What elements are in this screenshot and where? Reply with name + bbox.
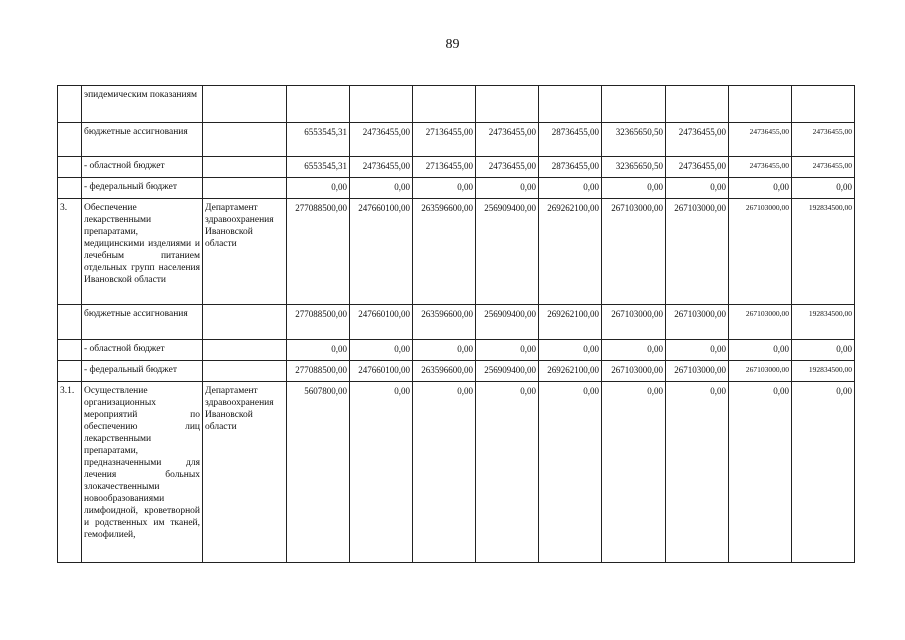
value-cell: 24736455,00 xyxy=(476,123,539,157)
row-name: - федеральный бюджет xyxy=(82,361,203,382)
value-cell: 0,00 xyxy=(413,340,476,361)
value-cell: 0,00 xyxy=(729,382,792,563)
value-cell: 269262100,00 xyxy=(539,199,602,305)
value-cell xyxy=(666,86,729,123)
table-row xyxy=(58,123,855,157)
value-cell: 267103000,00 xyxy=(729,361,792,382)
row-index xyxy=(58,123,82,157)
value-cell xyxy=(729,86,792,123)
value-cell: 267103000,00 xyxy=(602,361,666,382)
value-cell: 247660100,00 xyxy=(350,199,413,305)
value-cell: 0,00 xyxy=(729,178,792,199)
page-number: 89 xyxy=(445,37,460,52)
value-cell: 247660100,00 xyxy=(350,305,413,340)
value-cell: 24736455,00 xyxy=(792,123,855,157)
value-cell: 263596600,00 xyxy=(413,361,476,382)
value-cell: 267103000,00 xyxy=(666,199,729,305)
value-cell: 256909400,00 xyxy=(476,305,539,340)
value-cell: 277088500,00 xyxy=(287,361,350,382)
value-cell: 6553545,31 xyxy=(287,123,350,157)
value-cell: 32365650,50 xyxy=(602,157,666,178)
row-index: 3. xyxy=(58,199,82,305)
value-cell: 267103000,00 xyxy=(666,305,729,340)
row-name: Обеспечение лекарственными препаратами, медицинскими изделиями и лечебным питанием отдельных групп населения Ивановской области xyxy=(82,199,203,305)
budget-table xyxy=(57,85,855,563)
row-index xyxy=(58,340,82,361)
value-cell: 0,00 xyxy=(413,178,476,199)
value-cell: 0,00 xyxy=(476,178,539,199)
value-cell: 24736455,00 xyxy=(350,157,413,178)
row-executor: Департамент здравоохранения Ивановской области xyxy=(203,382,287,563)
value-cell: 0,00 xyxy=(476,340,539,361)
value-cell: 24736455,00 xyxy=(666,123,729,157)
value-cell: 256909400,00 xyxy=(476,199,539,305)
value-cell: 269262100,00 xyxy=(539,305,602,340)
value-cell: 24736455,00 xyxy=(729,123,792,157)
value-cell: 192834500,00 xyxy=(792,305,855,340)
row-name: бюджетные ассигнования xyxy=(82,123,203,157)
row-executor xyxy=(203,361,287,382)
row-name: Осуществление организационных мероприятий по обеспечению лиц лекарственными препаратами, предназначенными для лечения больных злокачественными новообразованиями лимфоидной, кроветворной и родственных им тканей, гемофилией, xyxy=(82,382,203,563)
row-name: - федеральный бюджет xyxy=(82,178,203,199)
value-cell: 0,00 xyxy=(287,178,350,199)
value-cell: 28736455,00 xyxy=(539,157,602,178)
value-cell: 0,00 xyxy=(539,340,602,361)
value-cell xyxy=(350,86,413,123)
value-cell: 267103000,00 xyxy=(602,305,666,340)
row-index: 3.1. xyxy=(58,382,82,563)
value-cell: 277088500,00 xyxy=(287,305,350,340)
row-executor: Департамент здравоохранения Ивановской области xyxy=(203,199,287,305)
value-cell: 192834500,00 xyxy=(792,361,855,382)
value-cell: 28736455,00 xyxy=(539,123,602,157)
value-cell xyxy=(539,86,602,123)
value-cell: 24736455,00 xyxy=(476,157,539,178)
table-row xyxy=(58,178,855,199)
value-cell xyxy=(287,86,350,123)
value-cell: 263596600,00 xyxy=(413,305,476,340)
value-cell: 277088500,00 xyxy=(287,199,350,305)
row-index xyxy=(58,305,82,340)
value-cell xyxy=(413,86,476,123)
value-cell: 267103000,00 xyxy=(602,199,666,305)
row-executor xyxy=(203,340,287,361)
row-name: эпидемическим показаниям xyxy=(82,86,203,123)
table-row xyxy=(58,382,855,563)
value-cell: 32365650,50 xyxy=(602,123,666,157)
value-cell xyxy=(602,86,666,123)
table-row xyxy=(58,199,855,305)
value-cell: 0,00 xyxy=(350,178,413,199)
value-cell: 0,00 xyxy=(413,382,476,563)
row-name: - областной бюджет xyxy=(82,340,203,361)
value-cell: 0,00 xyxy=(792,382,855,563)
table-row xyxy=(58,361,855,382)
value-cell: 27136455,00 xyxy=(413,157,476,178)
value-cell: 0,00 xyxy=(539,178,602,199)
value-cell: 24736455,00 xyxy=(666,157,729,178)
table-row xyxy=(58,340,855,361)
value-cell: 24736455,00 xyxy=(350,123,413,157)
value-cell: 247660100,00 xyxy=(350,361,413,382)
value-cell: 0,00 xyxy=(792,178,855,199)
row-index xyxy=(58,178,82,199)
table-row xyxy=(58,157,855,178)
row-index xyxy=(58,361,82,382)
value-cell: 0,00 xyxy=(729,340,792,361)
value-cell: 269262100,00 xyxy=(539,361,602,382)
value-cell: 267103000,00 xyxy=(729,199,792,305)
value-cell: 0,00 xyxy=(666,178,729,199)
value-cell: 0,00 xyxy=(350,382,413,563)
value-cell: 0,00 xyxy=(350,340,413,361)
value-cell xyxy=(792,86,855,123)
value-cell: 0,00 xyxy=(539,382,602,563)
value-cell: 0,00 xyxy=(666,382,729,563)
value-cell: 256909400,00 xyxy=(476,361,539,382)
value-cell: 0,00 xyxy=(602,340,666,361)
value-cell: 267103000,00 xyxy=(729,305,792,340)
value-cell: 24736455,00 xyxy=(792,157,855,178)
table-row xyxy=(58,86,855,123)
value-cell: 24736455,00 xyxy=(729,157,792,178)
row-executor xyxy=(203,178,287,199)
value-cell: 0,00 xyxy=(287,340,350,361)
value-cell: 263596600,00 xyxy=(413,199,476,305)
value-cell: 0,00 xyxy=(476,382,539,563)
value-cell: 0,00 xyxy=(792,340,855,361)
value-cell: 267103000,00 xyxy=(666,361,729,382)
value-cell: 6553545,31 xyxy=(287,157,350,178)
value-cell: 5607800,00 xyxy=(287,382,350,563)
value-cell: 27136455,00 xyxy=(413,123,476,157)
row-index xyxy=(58,86,82,123)
value-cell: 0,00 xyxy=(602,382,666,563)
value-cell: 192834500,00 xyxy=(792,199,855,305)
value-cell: 0,00 xyxy=(666,340,729,361)
row-executor xyxy=(203,86,287,123)
row-executor xyxy=(203,305,287,340)
row-name: бюджетные ассигнования xyxy=(82,305,203,340)
row-index xyxy=(58,157,82,178)
row-executor xyxy=(203,123,287,157)
value-cell: 0,00 xyxy=(602,178,666,199)
row-name: - областной бюджет xyxy=(82,157,203,178)
value-cell xyxy=(476,86,539,123)
table-row xyxy=(58,305,855,340)
row-executor xyxy=(203,157,287,178)
